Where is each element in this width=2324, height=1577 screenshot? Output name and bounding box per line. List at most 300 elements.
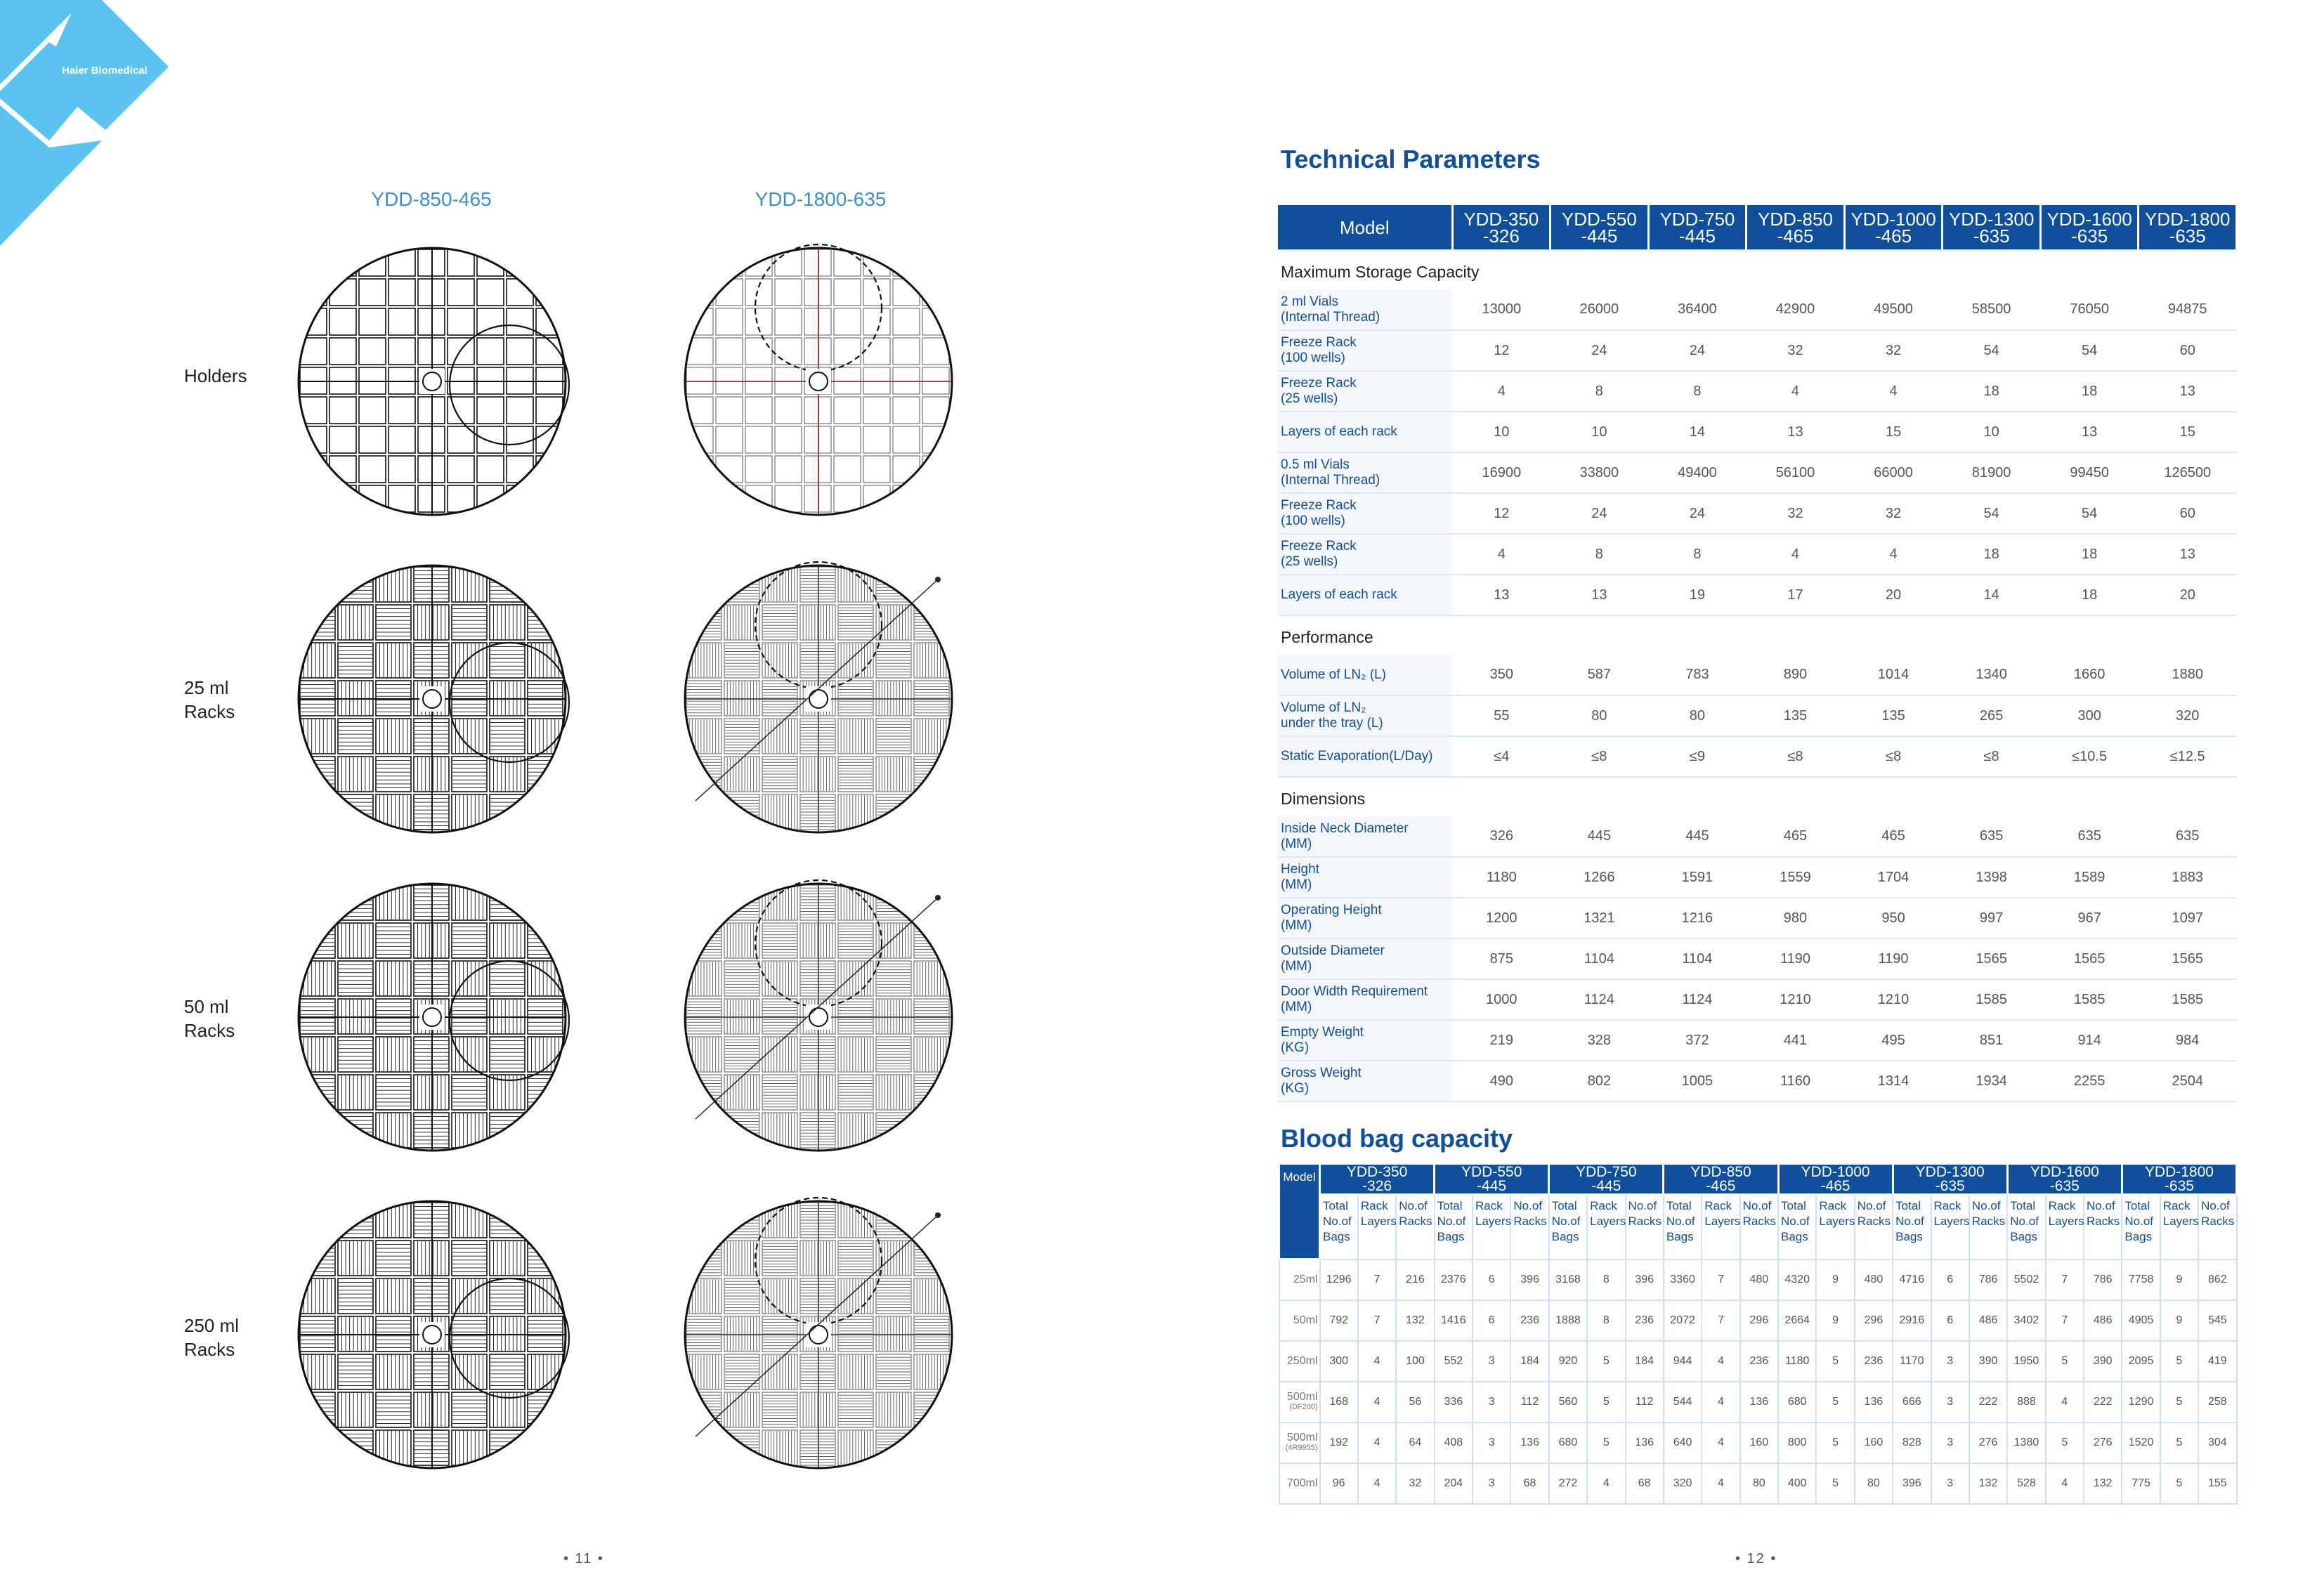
rack-box bbox=[452, 832, 487, 843]
rack-box bbox=[300, 485, 327, 512]
page-number-left: • 11 • bbox=[563, 1551, 604, 1566]
blood-table-cell: 7758 bbox=[2122, 1259, 2160, 1300]
row-label-line: (MM) bbox=[1281, 959, 1312, 974]
rack-box bbox=[686, 1113, 722, 1148]
table-cell: 32 bbox=[1844, 493, 1943, 534]
rack-box bbox=[914, 832, 949, 843]
blood-table-cell: 5502 bbox=[2007, 1259, 2045, 1300]
blood-table-cell: 168 bbox=[1320, 1382, 1358, 1422]
rack-box bbox=[566, 1037, 576, 1072]
table-cell: 60 bbox=[2139, 493, 2237, 534]
blood-table-cell: 296 bbox=[1740, 1300, 1778, 1341]
rack-box bbox=[686, 515, 713, 525]
rack-box bbox=[745, 456, 772, 483]
rack-box bbox=[745, 515, 772, 525]
blood-table-cell: 5 bbox=[1816, 1382, 1854, 1422]
rack-box bbox=[716, 397, 743, 424]
table-row bbox=[1278, 816, 2237, 857]
rack-box bbox=[893, 249, 920, 276]
blood-table-cell: 1950 bbox=[2007, 1341, 2045, 1382]
rack-box bbox=[952, 1203, 962, 1238]
blood-table-cell: 216 bbox=[1396, 1259, 1434, 1300]
table-cell: ≤8 bbox=[1844, 736, 1943, 777]
rack-box bbox=[838, 832, 873, 843]
rack-box bbox=[952, 485, 962, 512]
table-cell: 16900 bbox=[1452, 452, 1551, 493]
blood-subheader-cell: Rack Layers bbox=[1358, 1195, 1396, 1259]
rack-box bbox=[536, 485, 563, 512]
model-header-cell bbox=[2139, 205, 2237, 250]
rack-box bbox=[536, 426, 563, 453]
blood-table-cell: 792 bbox=[1320, 1300, 1358, 1341]
blood-subheader-cell: Total No.of Bags bbox=[1549, 1195, 1587, 1259]
table-cell: 26000 bbox=[1551, 289, 1649, 330]
blood-table-cell: 775 bbox=[2122, 1463, 2160, 1504]
blood-table-cell: 786 bbox=[1969, 1259, 2007, 1300]
table-cell: 1585 bbox=[2139, 979, 2237, 1020]
table-cell: 1883 bbox=[2139, 857, 2237, 898]
rack-box bbox=[300, 832, 335, 843]
blood-subheader-cell: Rack Layers bbox=[2046, 1195, 2084, 1259]
table-row bbox=[1278, 452, 2237, 493]
table-cell: 587 bbox=[1551, 655, 1649, 695]
table-cell: 1565 bbox=[2040, 938, 2139, 979]
model-header-cell bbox=[2040, 205, 2139, 250]
rack-box bbox=[376, 1392, 411, 1427]
blood-table-cell: 3 bbox=[1931, 1463, 1969, 1504]
table-cell: 1180 bbox=[1452, 857, 1551, 898]
table-cell: 1097 bbox=[2139, 898, 2237, 938]
rack-box bbox=[952, 1354, 962, 1389]
blood-subheader-cell: No.of Racks bbox=[2084, 1195, 2122, 1259]
row-label bbox=[1278, 695, 1452, 736]
section-title: Performance bbox=[1281, 628, 1373, 646]
table-cell: 20 bbox=[1844, 575, 1943, 615]
table-cell: 13 bbox=[2040, 412, 2139, 452]
rack-box bbox=[686, 485, 713, 512]
rack-box bbox=[528, 1468, 563, 1479]
blood-table-cell: 2664 bbox=[1778, 1300, 1816, 1341]
table-row bbox=[1278, 1061, 2237, 1101]
center-hub bbox=[423, 1326, 441, 1344]
row-label bbox=[1278, 289, 1452, 330]
rack-box bbox=[863, 249, 890, 276]
row-label-line: Gross Weight bbox=[1281, 1066, 1362, 1080]
blood-table-cell: 4 bbox=[1702, 1463, 1739, 1504]
table-cell: 15 bbox=[2139, 412, 2237, 452]
blood-subheader-cell: No.of Racks bbox=[1626, 1195, 1664, 1259]
rack-box bbox=[922, 249, 949, 276]
rack-box bbox=[952, 426, 962, 453]
rack-box bbox=[490, 1278, 525, 1314]
rack-box bbox=[359, 485, 386, 512]
table-cell: 56100 bbox=[1747, 452, 1845, 493]
blood-table-cell: 3 bbox=[1473, 1382, 1510, 1422]
blood-table-cell: 4 bbox=[1358, 1382, 1396, 1422]
blood-table-cell: 4716 bbox=[1893, 1259, 1931, 1300]
model-name-line: YDD-350 bbox=[1463, 208, 1539, 230]
table-cell: 635 bbox=[2139, 816, 2237, 857]
rack-box bbox=[952, 1316, 962, 1352]
table-row bbox=[1278, 857, 2237, 898]
row-label bbox=[1278, 898, 1452, 938]
row-label-line: (100 wells) bbox=[1281, 513, 1345, 528]
model-header-cell bbox=[1452, 205, 1551, 250]
rack-box bbox=[876, 1151, 911, 1161]
row-label-line: under the tray (L) bbox=[1281, 716, 1383, 731]
rack-box bbox=[952, 1113, 962, 1148]
model-name-line: YDD-1000 bbox=[1850, 208, 1936, 230]
blood-table-cell: 304 bbox=[2198, 1422, 2236, 1463]
blood-table-cell: 132 bbox=[1396, 1300, 1434, 1341]
rack-box bbox=[745, 308, 772, 335]
blood-row-label bbox=[1279, 1259, 1320, 1300]
rack-box bbox=[477, 249, 504, 276]
table-cell: 49400 bbox=[1648, 452, 1747, 493]
blood-row-label bbox=[1279, 1382, 1320, 1422]
center-hub bbox=[423, 1008, 441, 1026]
rack-box bbox=[338, 961, 373, 996]
rack-box bbox=[359, 456, 386, 483]
blood-row-label bbox=[1279, 1341, 1320, 1382]
blood-table-cell: 68 bbox=[1626, 1463, 1664, 1504]
rack-box bbox=[507, 279, 533, 306]
blood-table-cell: 7 bbox=[2046, 1300, 2084, 1341]
row-label-line: (KG) bbox=[1281, 1040, 1310, 1055]
row-label bbox=[1278, 330, 1452, 371]
rack-box bbox=[359, 515, 386, 525]
rack-box bbox=[338, 1392, 373, 1427]
rack-box bbox=[376, 832, 411, 843]
table-cell: 445 bbox=[1551, 816, 1649, 857]
blood-row-label-line: 25ml bbox=[1293, 1273, 1318, 1285]
blood-table-row bbox=[1279, 1341, 2237, 1382]
rack-box bbox=[952, 1430, 962, 1465]
row-label-line: (25 wells) bbox=[1281, 554, 1338, 569]
table-cell: 13 bbox=[1452, 575, 1551, 615]
rack-box bbox=[863, 338, 890, 365]
blood-table-cell: 4 bbox=[1358, 1463, 1396, 1504]
blood-table-cell: 64 bbox=[1396, 1422, 1434, 1463]
blood-table-cell: 3 bbox=[1931, 1422, 1969, 1463]
center-hub bbox=[423, 372, 441, 391]
row-label-line: Layers of each rack bbox=[1281, 587, 1397, 602]
rack-box bbox=[507, 426, 533, 453]
row-label-line: Freeze Rack bbox=[1281, 335, 1357, 350]
model-name-line: -326 bbox=[1482, 225, 1520, 247]
rack-box bbox=[914, 1468, 949, 1479]
rack-box bbox=[775, 456, 802, 483]
rack-box bbox=[452, 1354, 487, 1389]
blood-table-cell: 7 bbox=[1702, 1300, 1739, 1341]
blood-table-cell: 5 bbox=[1587, 1422, 1625, 1463]
blood-table-cell: 560 bbox=[1549, 1382, 1587, 1422]
blood-table-cell: 276 bbox=[2084, 1422, 2122, 1463]
blood-table-cell: 258 bbox=[2198, 1382, 2236, 1422]
rack-box bbox=[952, 643, 962, 678]
blood-subheader-cell: Rack Layers bbox=[1587, 1195, 1625, 1259]
rack-box bbox=[490, 1354, 525, 1389]
blood-table-cell: 192 bbox=[1320, 1422, 1358, 1463]
dimension-line bbox=[696, 580, 938, 801]
table-cell: 950 bbox=[1844, 898, 1943, 938]
table-cell: 1216 bbox=[1648, 898, 1747, 938]
table-cell: 4 bbox=[1452, 534, 1551, 575]
blood-table-cell: 136 bbox=[1626, 1422, 1664, 1463]
table-cell: 219 bbox=[1452, 1020, 1551, 1061]
rack-box bbox=[893, 397, 920, 424]
blood-table-cell: 222 bbox=[2084, 1382, 2122, 1422]
rack-box bbox=[762, 1468, 797, 1479]
dimension-line bbox=[696, 898, 938, 1119]
diagram-850-25ml bbox=[288, 555, 576, 843]
table-row bbox=[1278, 289, 2237, 330]
rack-box bbox=[490, 719, 525, 754]
rack-box bbox=[566, 308, 576, 335]
blood-table-cell: 4 bbox=[2046, 1463, 2084, 1504]
row-label bbox=[1278, 493, 1452, 534]
model-header-cell: Model bbox=[1278, 205, 1452, 250]
rack-box bbox=[716, 456, 743, 483]
diagram-850-50ml bbox=[288, 873, 576, 1161]
rack-box bbox=[376, 1037, 411, 1072]
blood-table-cell: 396 bbox=[1510, 1259, 1548, 1300]
blood-subheader-cell: Rack Layers bbox=[1702, 1195, 1739, 1259]
rack-box bbox=[452, 757, 487, 792]
rack-box bbox=[300, 249, 327, 276]
rack-box bbox=[566, 426, 576, 453]
model-header-cell bbox=[1648, 205, 1747, 250]
rack-box bbox=[686, 456, 713, 483]
blood-table-cell: 486 bbox=[1969, 1300, 2007, 1341]
table-cell: 1014 bbox=[1844, 655, 1943, 695]
rack-box bbox=[376, 1354, 411, 1389]
table-cell: ≤8 bbox=[1747, 736, 1845, 777]
diagram-1800-50ml bbox=[674, 873, 962, 1161]
blood-table-cell: 276 bbox=[1969, 1422, 2007, 1463]
table-cell: 33800 bbox=[1551, 452, 1649, 493]
blood-bag-table bbox=[1278, 1163, 2238, 1505]
rack-box bbox=[300, 1151, 335, 1161]
rack-box bbox=[452, 1468, 487, 1479]
blood-table-row bbox=[1279, 1422, 2237, 1463]
rack-box bbox=[536, 515, 563, 525]
rack-box bbox=[876, 1468, 911, 1479]
rack-box bbox=[686, 426, 713, 453]
rack-box bbox=[952, 757, 962, 792]
table-row bbox=[1278, 534, 2237, 575]
row-label-line: Volume of LN₂ bbox=[1281, 700, 1366, 715]
blood-table-cell: 160 bbox=[1740, 1422, 1778, 1463]
rack-box bbox=[338, 1354, 373, 1389]
table-cell: ≤12.5 bbox=[2139, 736, 2237, 777]
diagram-1800-250ml bbox=[674, 1191, 962, 1479]
table-cell: ≤8 bbox=[1943, 736, 2041, 777]
rack-box bbox=[300, 456, 327, 483]
rack-box bbox=[389, 338, 415, 365]
row-label bbox=[1278, 1061, 1452, 1101]
row-label-line: Layers of each rack bbox=[1281, 424, 1397, 439]
blood-table-cell: 3 bbox=[1931, 1341, 1969, 1382]
section-title: Dimensions bbox=[1281, 790, 1366, 808]
model-header-cell bbox=[1943, 205, 2041, 250]
rack-box bbox=[507, 456, 533, 483]
blood-table-cell: 4 bbox=[1702, 1341, 1739, 1382]
rack-box bbox=[952, 1037, 962, 1072]
table-cell: 66000 bbox=[1844, 452, 1943, 493]
table-row bbox=[1278, 979, 2237, 1020]
table-row bbox=[1278, 371, 2237, 412]
blood-table-cell: 4 bbox=[1358, 1341, 1396, 1382]
rack-box bbox=[745, 426, 772, 453]
rack-box bbox=[952, 456, 962, 483]
rack-box bbox=[329, 515, 356, 525]
blood-table-row bbox=[1279, 1463, 2237, 1504]
rack-box bbox=[922, 485, 949, 512]
blood-table-cell: 6 bbox=[1473, 1300, 1510, 1341]
row-label bbox=[1278, 979, 1452, 1020]
column-title-1: YDD-850-465 bbox=[371, 188, 492, 210]
model-name-line: YDD-850 bbox=[1690, 1163, 1751, 1180]
rack-box bbox=[686, 1203, 722, 1238]
row-label-line: Freeze Rack bbox=[1281, 376, 1357, 391]
rack-box bbox=[477, 279, 504, 306]
row-label-line: (MM) bbox=[1281, 877, 1312, 892]
blood-table-cell: 296 bbox=[1855, 1300, 1893, 1341]
rack-box bbox=[528, 1430, 563, 1465]
table-cell: 1104 bbox=[1648, 938, 1747, 979]
blood-table-cell: 4 bbox=[1702, 1382, 1739, 1422]
rack-box bbox=[863, 456, 890, 483]
rack-box bbox=[338, 832, 373, 843]
blood-table-cell: 5 bbox=[1587, 1341, 1625, 1382]
rack-box bbox=[528, 885, 563, 920]
blood-table-cell: 486 bbox=[2084, 1300, 2122, 1341]
rack-box bbox=[952, 308, 962, 335]
model-name-line: -465 bbox=[1820, 1177, 1850, 1194]
blood-table-cell: 828 bbox=[1893, 1422, 1931, 1463]
table-cell: 4 bbox=[1747, 371, 1845, 412]
blood-subheader-cell: Rack Layers bbox=[1931, 1195, 1969, 1259]
row-label-line: Operating Height bbox=[1281, 903, 1382, 917]
row-label-line: Door Width Requirement bbox=[1281, 984, 1428, 999]
table-cell: 10 bbox=[1452, 412, 1551, 452]
blood-table-cell: 944 bbox=[1664, 1341, 1702, 1382]
table-cell: 36400 bbox=[1648, 289, 1747, 330]
table-cell: 1559 bbox=[1747, 857, 1845, 898]
rack-box bbox=[863, 308, 890, 335]
blood-table-cell: 680 bbox=[1549, 1422, 1587, 1463]
diagram-850-250ml bbox=[288, 1191, 576, 1479]
table-cell: 1660 bbox=[2040, 655, 2139, 695]
center-hub bbox=[809, 372, 828, 391]
table-cell: 19 bbox=[1648, 575, 1747, 615]
blood-table-cell: 56 bbox=[1396, 1382, 1434, 1422]
rack-box bbox=[863, 426, 890, 453]
rack-box bbox=[838, 1151, 873, 1161]
rack-box bbox=[566, 1278, 576, 1314]
blood-row-label-sub: (4R9955) bbox=[1285, 1443, 1318, 1452]
rack-box bbox=[834, 397, 861, 424]
blood-table-cell: 3 bbox=[1473, 1422, 1510, 1463]
rack-box bbox=[338, 757, 373, 792]
rack-box bbox=[863, 485, 890, 512]
rack-box bbox=[389, 426, 415, 453]
blood-table-row bbox=[1279, 1300, 2237, 1341]
dimension-line bbox=[696, 1215, 938, 1437]
rack-box bbox=[566, 643, 576, 678]
table-cell: 1266 bbox=[1551, 857, 1649, 898]
blood-table-cell: 396 bbox=[1626, 1259, 1664, 1300]
center-hub bbox=[809, 690, 828, 708]
table-row bbox=[1278, 1020, 2237, 1061]
rack-box bbox=[490, 961, 525, 996]
rack-box bbox=[952, 338, 962, 365]
rack-box bbox=[414, 1468, 449, 1479]
rack-box bbox=[566, 794, 576, 830]
row-label-line: Freeze Rack bbox=[1281, 539, 1357, 554]
table-cell: 4 bbox=[1452, 371, 1551, 412]
blood-table-cell: 136 bbox=[1855, 1382, 1893, 1422]
blood-row-label-line: 700ml bbox=[1286, 1477, 1318, 1489]
rack-box bbox=[686, 1151, 722, 1161]
rack-box bbox=[300, 426, 327, 453]
row-label-line: Static Evaporation(L/Day) bbox=[1281, 749, 1433, 764]
row-label bbox=[1278, 655, 1452, 695]
table-cell: 42900 bbox=[1747, 289, 1845, 330]
table-cell: 980 bbox=[1747, 898, 1845, 938]
table-cell: 15 bbox=[1844, 412, 1943, 452]
blood-table-cell: 888 bbox=[2007, 1382, 2045, 1422]
rack-box bbox=[477, 456, 504, 483]
table-cell: 80 bbox=[1551, 695, 1649, 736]
blood-row-label-sub: (DF200) bbox=[1289, 1402, 1318, 1411]
blood-table-cell: 400 bbox=[1778, 1463, 1816, 1504]
table-cell: 2504 bbox=[2139, 1061, 2237, 1101]
rack-box bbox=[952, 515, 962, 525]
blood-table-cell: 9 bbox=[2160, 1259, 2198, 1300]
rack-box bbox=[376, 923, 411, 958]
rack-box bbox=[329, 249, 356, 276]
rack-box bbox=[477, 397, 504, 424]
rack-box bbox=[300, 1203, 335, 1238]
rack-box bbox=[338, 1151, 373, 1161]
blood-table-cell: 1296 bbox=[1320, 1259, 1358, 1300]
table-cell: ≤8 bbox=[1551, 736, 1649, 777]
blood-table-cell: 336 bbox=[1435, 1382, 1473, 1422]
blood-table-cell: 1888 bbox=[1549, 1300, 1587, 1341]
rack-box bbox=[359, 397, 386, 424]
rack-box bbox=[536, 249, 563, 276]
blood-subheader-cell: Rack Layers bbox=[1816, 1195, 1854, 1259]
center-hub bbox=[809, 1326, 828, 1344]
rack-box bbox=[338, 567, 373, 602]
table-cell: 8 bbox=[1648, 371, 1747, 412]
table-cell: 465 bbox=[1747, 816, 1845, 857]
rack-box bbox=[686, 885, 722, 920]
rack-box bbox=[329, 338, 356, 365]
blood-model-header: Model bbox=[1279, 1164, 1320, 1259]
table-cell: 18 bbox=[1943, 534, 2041, 575]
rack-box bbox=[566, 567, 576, 602]
blood-row-label bbox=[1279, 1463, 1320, 1504]
rack-box bbox=[300, 719, 335, 754]
row-label-holders: Holders bbox=[184, 365, 247, 386]
blood-table-cell: 1416 bbox=[1435, 1300, 1473, 1341]
blood-model-header-cell bbox=[2122, 1164, 2236, 1195]
rack-box bbox=[952, 681, 962, 716]
model-name-line: YDD-1600 bbox=[2030, 1163, 2099, 1180]
